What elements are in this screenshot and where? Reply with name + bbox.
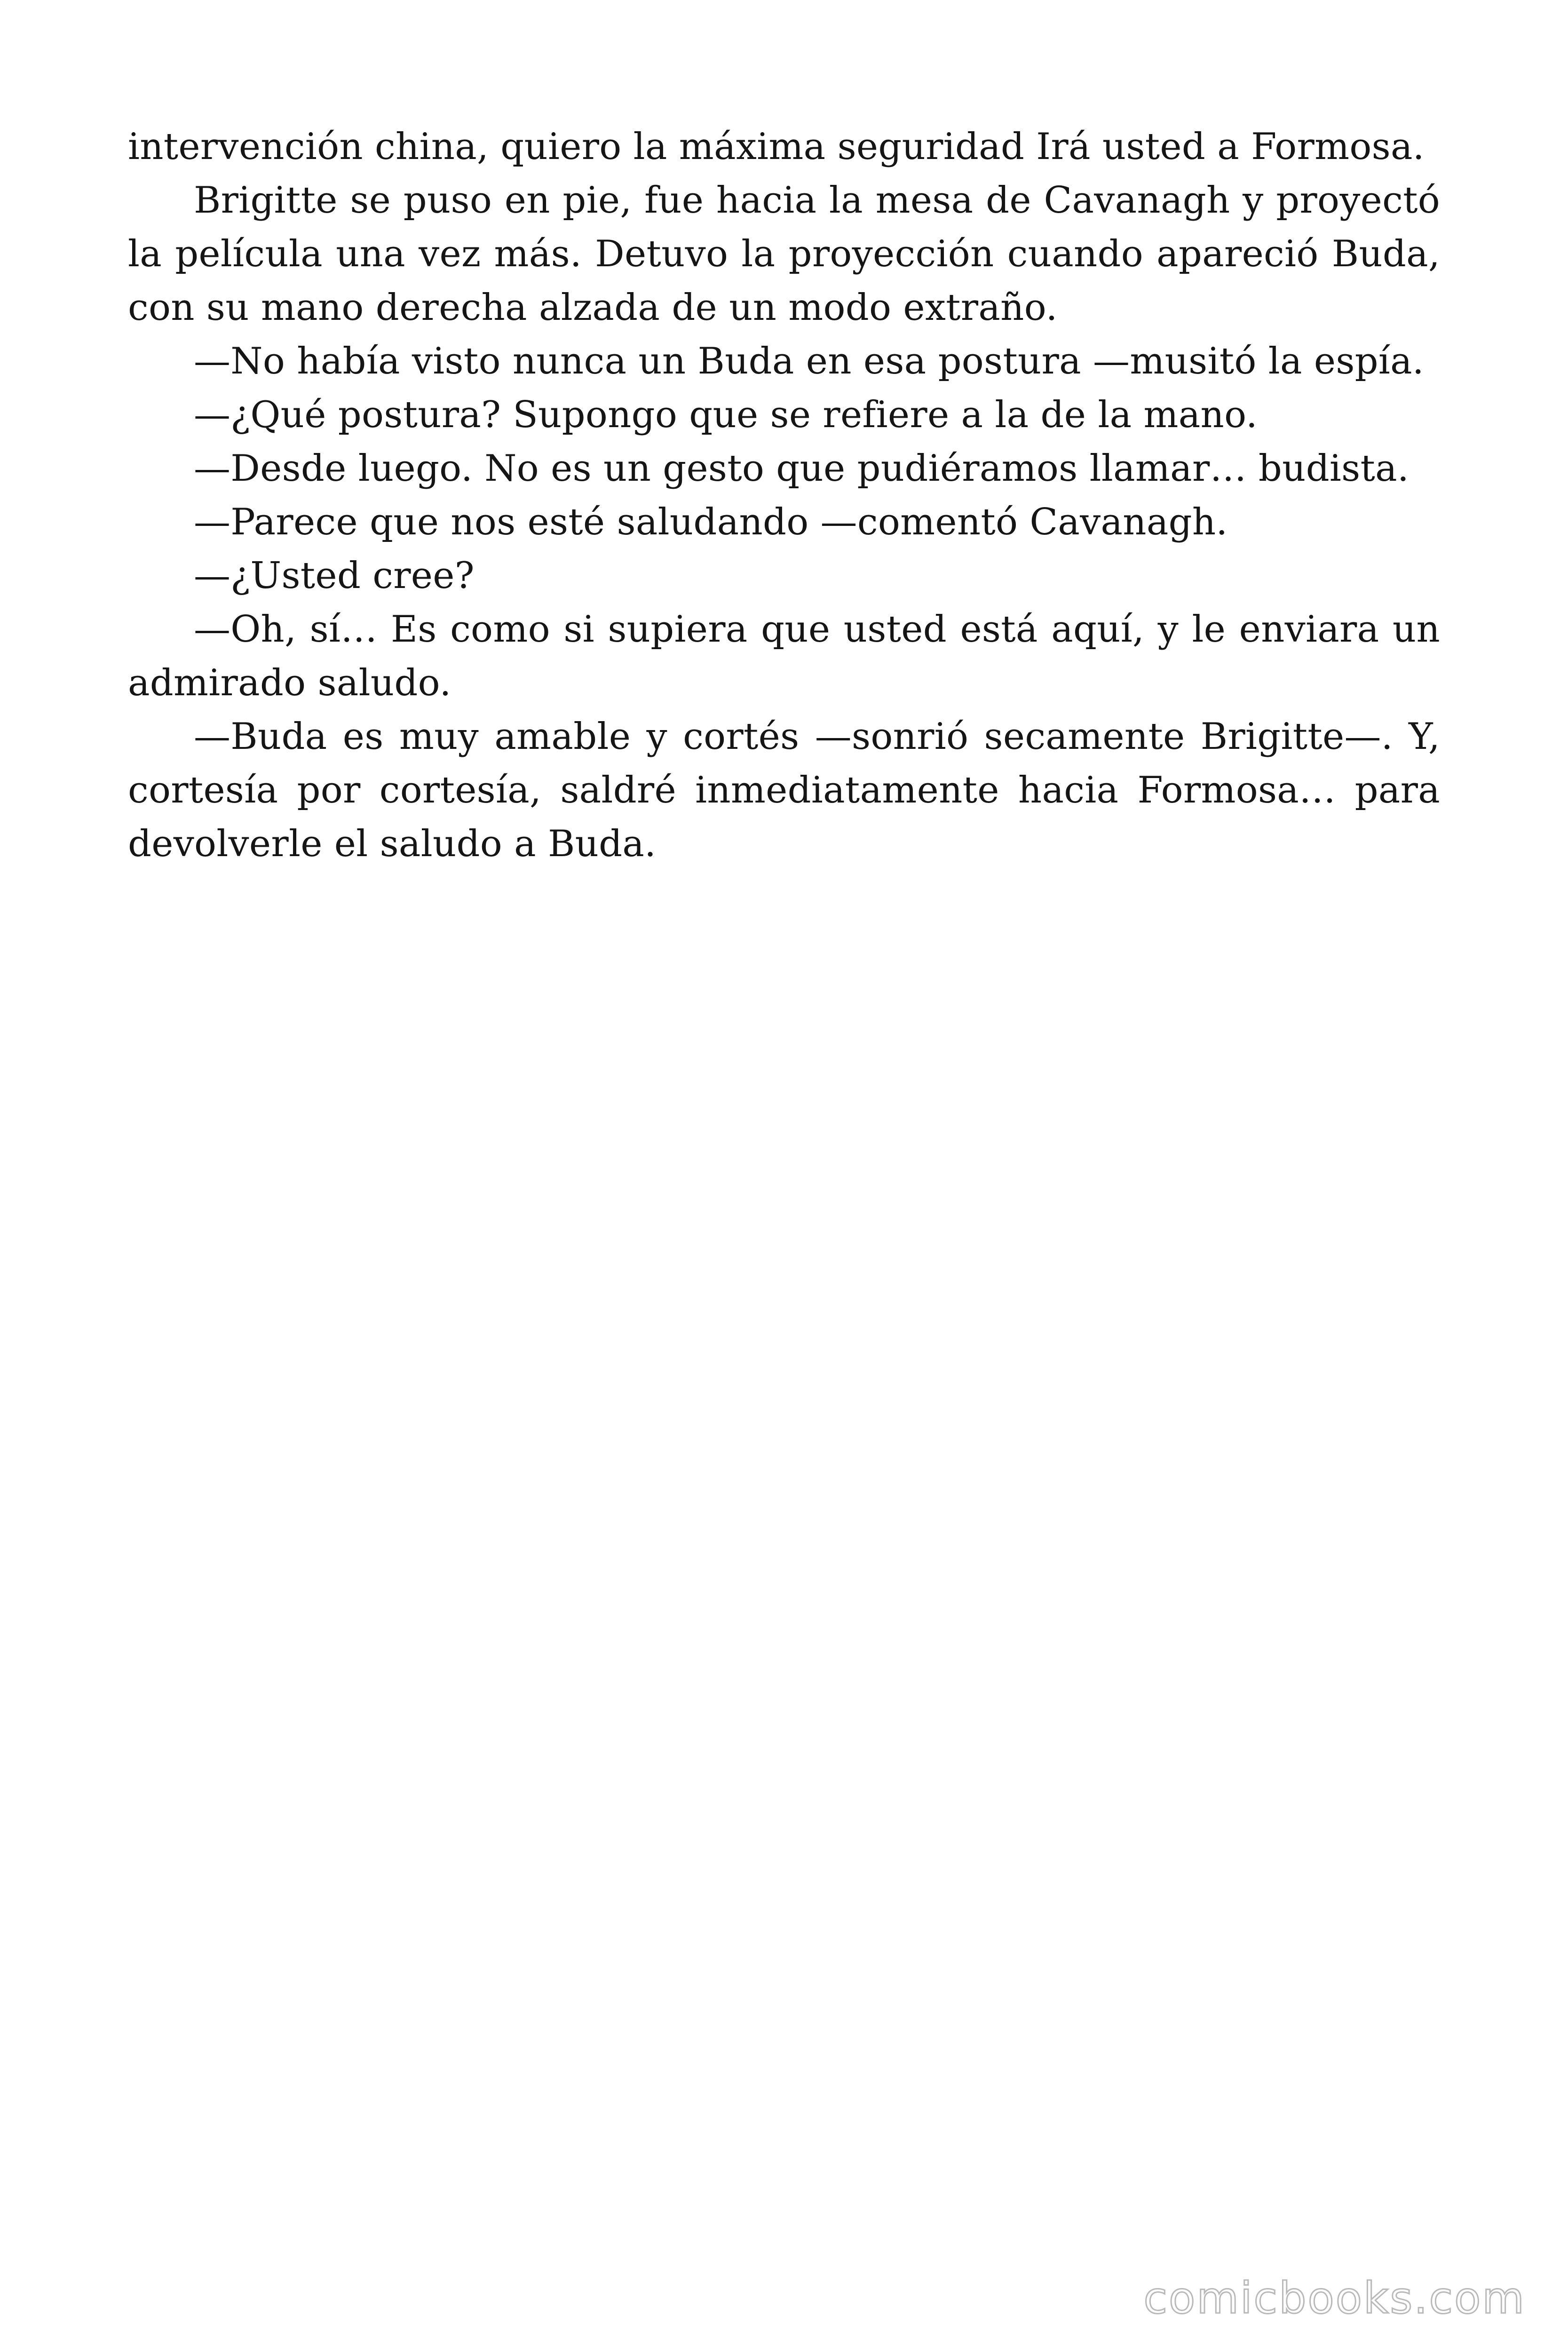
paragraph: —¿Qué postura? Supongo que se refiere a la de la mano. (194, 394, 1258, 436)
paragraph: —Buda es muy amable y cortés —sonrió secamente Brigitte—. Y, cortesía por cortesía, saldré inmediatamente hacia Formosa… para devolverle el saludo a Buda. (128, 715, 1440, 865)
paragraph: —Parece que nos esté saludando —comentó Cavanagh. (194, 501, 1228, 543)
paragraph: —Oh, sí… Es como si supiera que usted está aquí, y le enviara un admirado saludo. (128, 608, 1440, 704)
watermark: comicbooks.com (1143, 2273, 1526, 2323)
paragraph: Brigitte se puso en pie, fue hacia la mesa de Cavanagh y proyectó la película una vez más. Detuvo la proyección cuando apareció Buda, con su mano derecha alzada de un modo extraño. (128, 179, 1440, 329)
paragraph: —No había visto nunca un Buda en esa postura —musitó la espía. (194, 340, 1425, 382)
body-text (128, 120, 1440, 871)
paragraph: intervención china, quiero la máxima seguridad Irá usted a Formosa. (128, 126, 1425, 168)
paragraph: —¿Usted cree? (194, 555, 475, 597)
paragraph: —Desde luego. No es un gesto que pudiéramos llamar… budista. (194, 447, 1410, 490)
